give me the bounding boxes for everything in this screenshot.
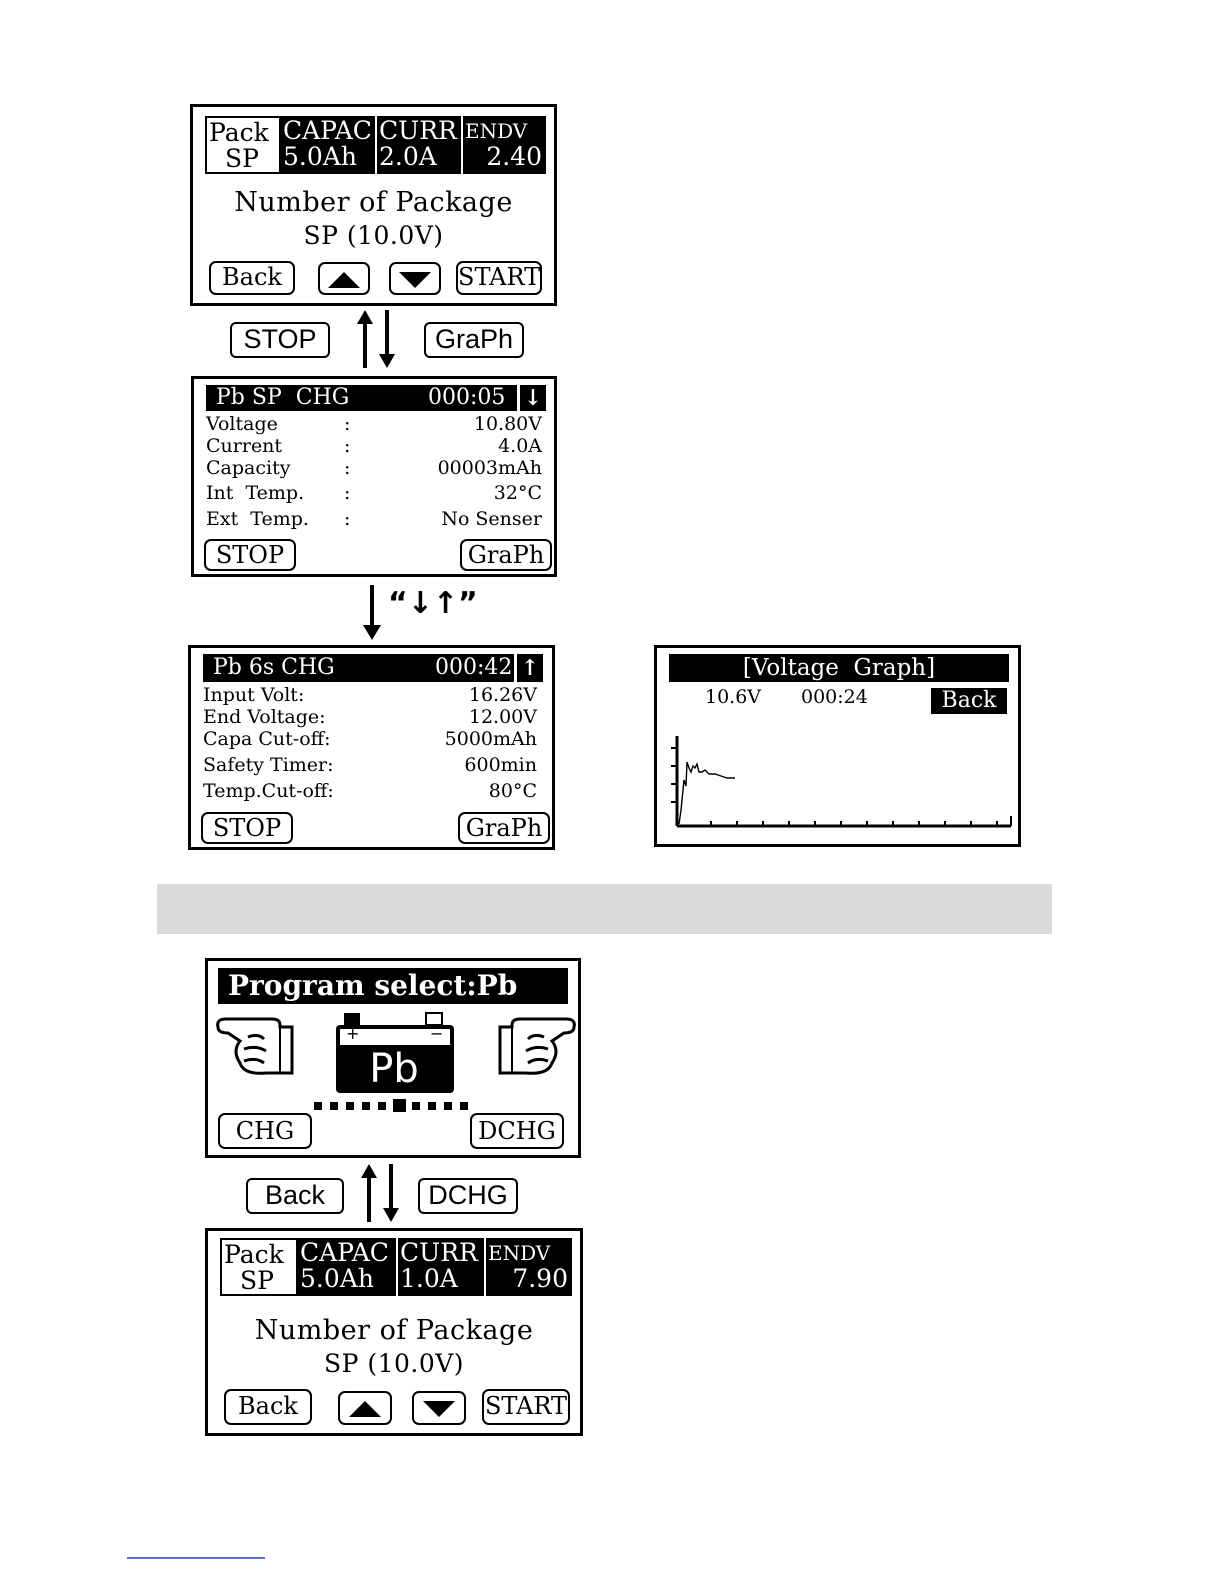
settings-page-arrow[interactable]: ↑ [514, 654, 543, 682]
stop-button[interactable]: STOP [204, 539, 296, 571]
settings-rows [203, 684, 537, 804]
status-row-label: Current [206, 435, 283, 457]
status-row [206, 413, 542, 435]
elapsed-time: 000:05 [428, 385, 506, 410]
settings-stop-button[interactable]: STOP [201, 812, 293, 844]
status-row-label: Ext Temp. [206, 508, 309, 530]
graph-transition-button[interactable]: GraPh [424, 322, 524, 358]
endv-value-2: 7.90 [512, 1264, 568, 1293]
down-button-2[interactable] [412, 1391, 466, 1425]
pointing-hand-right-icon[interactable] [494, 1011, 578, 1081]
package-value-2: SP (10.0V) [323, 1349, 465, 1378]
status-row-value: 4.0A [498, 435, 542, 457]
settings-row [203, 780, 537, 802]
package-value: SP (10.0V) [303, 221, 444, 250]
start-button[interactable]: START [456, 261, 542, 295]
status-title-bar [206, 385, 546, 411]
pack-value-2: SP [240, 1266, 274, 1295]
settings-row-value: 600min [464, 754, 537, 776]
endv-cell [463, 116, 546, 174]
back-button[interactable]: Back [209, 261, 295, 295]
status-row-colon: : [344, 435, 351, 457]
battery-minus: − [430, 1024, 444, 1043]
capac-label: CAPAC [283, 116, 372, 145]
battery-plus: + [346, 1024, 360, 1043]
section-divider-band [157, 884, 1052, 934]
triangle-down-icon [419, 1397, 459, 1421]
status-title: Pb SP CHG [216, 385, 350, 410]
settings-row-label: Safety Timer: [203, 754, 334, 776]
status-row-colon: : [344, 482, 351, 504]
voltage-plot [665, 728, 1015, 838]
pack-label-2: Pack [224, 1240, 284, 1269]
settings-row-value: 16.26V [468, 684, 537, 706]
graph-title-bar: [Voltage Graph] [669, 654, 1009, 682]
pack-setup-screen-bottom [205, 1228, 583, 1436]
pack-cell [205, 116, 281, 174]
capac-value: 5.0Ah [283, 142, 357, 171]
status-row-value: 32°C [493, 482, 542, 504]
graph-time: 000:24 [801, 686, 868, 708]
page-arrow[interactable]: ↓ [517, 385, 546, 411]
program-select-title: Program select:Pb [218, 968, 568, 1004]
up-down-arrows-icon [352, 308, 402, 370]
pack-value: SP [225, 144, 259, 173]
chg-button[interactable]: CHG [218, 1113, 312, 1149]
settings-row [203, 706, 537, 728]
dchg-transition-button[interactable]: DCHG [418, 1178, 518, 1214]
footer-rule [127, 1557, 265, 1559]
up-button[interactable] [318, 262, 370, 295]
endv-label-2: ENDV [488, 1241, 551, 1265]
curr-label-2: CURR [400, 1238, 478, 1267]
curr-label: CURR [379, 116, 457, 145]
settings-row [203, 684, 537, 706]
program-position-indicator [312, 1099, 478, 1113]
back-transition-button[interactable]: Back [246, 1178, 344, 1214]
settings-row-label: End Voltage: [203, 706, 326, 728]
program-select-screen [205, 958, 581, 1158]
status-row [206, 457, 542, 479]
status-row-value: 00003mAh [437, 457, 542, 479]
back-button-2[interactable]: Back [224, 1389, 312, 1425]
status-row-colon: : [344, 508, 351, 530]
endv-cell-2 [486, 1238, 572, 1296]
status-row-label: Int Temp. [206, 482, 305, 504]
curr-cell-2 [398, 1238, 486, 1296]
graph-button[interactable]: GraPh [460, 539, 552, 571]
status-row-value: 10.80V [473, 413, 542, 435]
status-row [206, 508, 542, 530]
status-header-2 [220, 1238, 572, 1296]
settings-row-label: Temp.Cut-off: [203, 780, 334, 802]
settings-row [203, 728, 537, 750]
status-row-label: Capacity [206, 457, 291, 479]
battery-label: Pb [358, 1047, 430, 1091]
settings-row-label: Capa Cut-off: [203, 728, 331, 750]
settings-title-bar [203, 654, 543, 682]
curr-value-2: 1.0A [400, 1264, 458, 1293]
pack-cell-2 [220, 1238, 298, 1296]
status-header [205, 116, 546, 174]
status-row-colon: : [344, 457, 351, 479]
charging-status-screen [191, 376, 557, 577]
settings-elapsed-time: 000:42 [435, 655, 513, 680]
number-of-package-label-2: Number of Package [254, 1315, 534, 1346]
pack-setup-screen-top [190, 104, 557, 306]
capac-label-2: CAPAC [300, 1238, 389, 1267]
settings-row [203, 754, 537, 776]
graph-back-button[interactable]: Back [931, 688, 1007, 714]
status-row-label: Voltage [206, 413, 278, 435]
number-of-package-label: Number of Package [234, 187, 513, 218]
up-down-arrows-icon-2 [356, 1162, 406, 1224]
scroll-keys-label: “↓↑” [388, 586, 478, 621]
capac-cell [281, 116, 377, 174]
down-arrow-icon [360, 585, 384, 641]
settings-graph-button[interactable]: GraPh [458, 812, 550, 844]
settings-row-value: 80°C [488, 780, 537, 802]
pack-label: Pack [209, 118, 269, 147]
status-row [206, 482, 542, 504]
down-button[interactable] [389, 262, 441, 295]
settings-row-value: 5000mAh [444, 728, 537, 750]
graph-voltage: 10.6V [705, 686, 762, 708]
status-row-colon: : [344, 413, 351, 435]
start-button-2[interactable]: START [482, 1389, 570, 1425]
capac-cell-2 [298, 1238, 398, 1296]
curr-cell [377, 116, 463, 174]
up-button-2[interactable] [338, 1391, 392, 1425]
stop-transition-button[interactable]: STOP [230, 322, 330, 358]
capac-value-2: 5.0Ah [300, 1264, 374, 1293]
settings-row-label: Input Volt: [203, 684, 305, 706]
triangle-up-icon [345, 1397, 385, 1421]
settings-status-screen [188, 645, 555, 850]
curr-value: 2.0A [379, 142, 437, 171]
triangle-up-icon [324, 268, 364, 292]
endv-value: 2.40 [486, 142, 542, 171]
dchg-button[interactable]: DCHG [470, 1113, 564, 1149]
status-rows [206, 413, 542, 533]
status-row-value: No Senser [441, 508, 542, 530]
settings-title: Pb 6s CHG [213, 655, 335, 680]
pointing-hand-left-icon[interactable] [214, 1011, 298, 1081]
triangle-down-icon [395, 268, 435, 292]
endv-label: ENDV [465, 119, 528, 143]
settings-row-value: 12.00V [468, 706, 537, 728]
status-row [206, 435, 542, 457]
voltage-graph-screen [654, 645, 1021, 847]
